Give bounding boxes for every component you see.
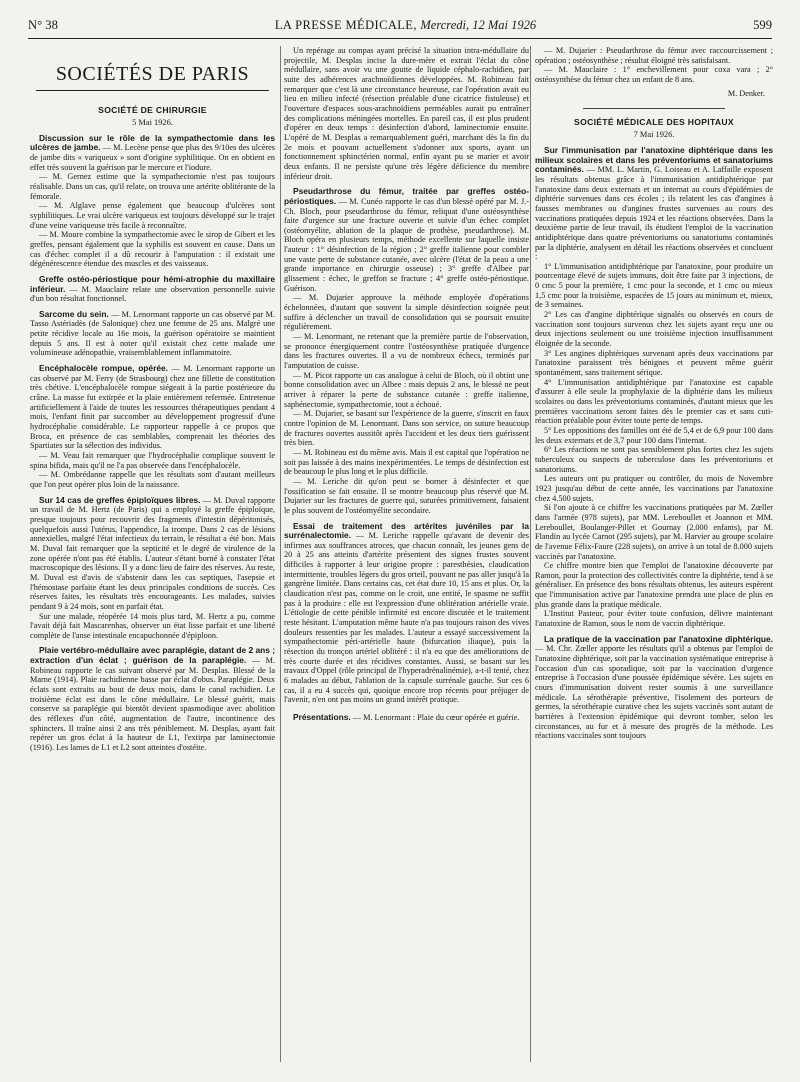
column-2-sections xyxy=(284,187,529,705)
paragraph-text: — M. Leriche rappelle qu'avant de devenir des infirmes aux souffrances atroces, que chacun connaît, les jeunes gens de 20 à 25 ans atteints d'artérite présentent des signes frustes souvent difficiles à rapporter à leur origine propre : paresthésies, claudication intermittente, troubles légers du gros orteil, pouvant ne pas aller jusqu'à la gangrène limitée. Dans certains cas, cet état dure 10, 15 ans et plus. Or, la claudication n'est pas, comme on le croit, une entité, le spasme ne suffit pas à la produire : elle est l'expression d'une oblitération artérielle vraie. L'étiologie de cette pénible infirmité est encore discutée et le traitement reste hésitant. L'amputation même haute n'a pas toujours raison des vives douleurs ressenties par les malades. L'auteur a essayé successivement la sympathectomie péri-artérielle haute (bifurcation iliaque), puis la résection du tronçon artériel oblitéré : il n'a eu que des améliorations de très courte durée et des récidives constantes. Aussi, se basant sur les travaux d'Oppel (rôle principal de l'hyperadrénalinémie), a-t-il tenté, chez 6 malades au début, l'ablation de la capsule surrénale gauche. Sur ces 6 cas, il a eu 4 succès qui, quoique encore trop récents pour préjuger de l'avenir, n'en ont pas moins un grand intérêt pratique. xyxy=(284,531,530,705)
paragraph-text: — M. Robineau rapporte le cas suivant observé par M. Desplas. Blessé de la Marne (1914). Plaie rachidienne basse par éclat d'obus. Paraplégie. Deux éclats sont extraits au bout de deux mois, dans le canal rachidien. Le troisième éclat est dans le cône médullaire. Le blessé guérit, mais conserve sa paraplégie qui bientôt devient spasmodique avec abolition des réflexes d'un côté, augmentation de l'autre, incontinence des sphincters. Il traîne ainsi 2 ans très péniblement. M. Desplas, ayant fait repérer un gros éclat à la hauteur de L1, l'extirpa par laminectomie (1916). Les lames de L1 et L2 sont atteintes d'ostéite. xyxy=(30,656,276,753)
presentations-text: — M. Lenormant : Plaie du cœur opérée et guérie. xyxy=(352,712,520,722)
issue-number: N° 38 xyxy=(28,18,58,32)
article-paragraph xyxy=(284,187,529,293)
paragraph-text: — MM. L. Martin, G. Loiseau et A. Laffaille exposent les résultats obtenus grâce à l'immunisation antidiphtérique par l'anatoxine dans deux externats et un internat au cours d'épidémies de diphtérie survenues dans ces écoles ; ils relatent les cas d'angines à fausses membranes ou d'angines frustes survenues au cours des vaccinations pratiquées depuis 1924 et les réactions observées. Dans la deuxième partie de leur travail, ils étudient l'emploi de la vaccination antidiphtérique dans quatre préventoriums ou sanatoriums contaminés par la diphtérie, analysent en détail les réactions observées et concluent : xyxy=(535,165,773,262)
article-paragraph xyxy=(535,262,773,310)
paragraph-text: 2° Les cas d'angine diphtérique signalés ou observés en cours de vaccination sont toujours survenus chez les sujets ayant reçu une ou deux injections seulement ou une troisième injection insuffisamment éloignée de la seconde. xyxy=(535,310,773,349)
paragraph-text: — M. Ombrédanne rappelle que les résultats sont d'autant meilleurs que l'on peut opérer plus loin de la naissance. xyxy=(30,470,275,489)
header-rule xyxy=(28,38,772,39)
issue-date: Mercredi, 12 Mai 1926 xyxy=(420,18,537,32)
paragraph-text: Sur une malade, réopérée 14 mois plus tard, M. Hertz a pu, comme l'avait déjà fait Mascarenhas, observer un état lisse parfait et une liberté complète de l'anse intestinale encapuchonnée d'épiploon. xyxy=(30,611,275,640)
article-paragraph xyxy=(284,448,529,477)
paragraph-text: — M. Chr. Zœller apporte les résultats qu'il a obtenus par l'emploi de l'anatoxine diphtérique, soit par la vaccination systématique entreprise à l'occasion d'un cas sporadique, soit par la vaccination d'urgence entreprise à l'occasion d'une poussée épidémique sévère. Les sujets en cours d'immunisation doivent rester soumis à une surveillance médicale. La sérothérapie préventive, l'isolement des porteurs de germes, la sérothérapie curative chez les sujets vaccinés sont autant de barrières à l'extension épidémique qui devront tomber, selon les circonstances, au fur et à mesure des progrès de la méthode. Les réactions vaccinales sont toujours xyxy=(535,644,773,741)
section-heading: Greffe ostéo-périostique pour hémi-atrophie du maxillaire inférieur. xyxy=(30,273,275,294)
article-paragraph xyxy=(284,371,529,410)
paragraph-text: — M. Moure combine la sympathectomie avec le sirop de Gibert et les greffes, pensant également que la syphilis est souvent en cause. Dans un cas d'échec complet il a dû recourir à l'amputation : il existait une dégénérescence étendue des muscles et des vaisseaux. xyxy=(30,230,275,269)
section-separator xyxy=(583,108,725,109)
article-paragraph xyxy=(535,146,773,262)
chirurgie-sections xyxy=(30,134,275,753)
paragraph-text: — M. Gernez estime que la sympathectomie n'est pas toujours réalisable. Dans un cas, qu'il relate, on trouva une artérite oblitérante de la fémorale. xyxy=(30,172,275,201)
article-paragraph xyxy=(535,503,773,561)
column-1 xyxy=(30,46,275,753)
article-paragraph xyxy=(30,230,275,269)
article-paragraph xyxy=(284,409,529,448)
article-section xyxy=(535,635,773,741)
paragraph-text: — M. Cunéo rapporte le cas d'un blessé opéré par M. J.-Ch. Bloch, pour pseudarthrose du fémur, reliquat d'une ostéosynthèse faite d'urgence sur une fracture ouverte et suivie d'un échec complet (ostéomyélite, ablation de la plaque de prothèse, pseudarthrose). M. Bloch opéra en plusieurs temps, méthode excellente sur laquelle insiste l'auteur : 1° désinfection de la région ; 2° greffe italienne pour combler une vaste perte de substance cutanée, avec ulcère (l'état de la peau a une grande importance en chirurgie osseuse) ; 3° greffe d'Albee par glissement : échec, le greffon se fracture ; 4° greffe ostéo-périostique. Guérison. xyxy=(284,196,529,293)
paragraph-text: — M. Lenormant rapporte un cas observé par M. Ferry (de Strasbourg) chez une fillette de constitution très chétive. L'encéphalocèle rompue siégeait à la partie postérieure du crâne. La masse fut extirpée et la plaie entièrement refermée. Entretenue artificiellement à l'aide de toutes les ressources thérapeutiques pendant 4 mois, l'enfant finit par succomber au développement progressif d'une hydrocéphalie considérable. Le rapporteur rappelle à ce propos que Broca, en présence de cas semblables, comprenait les théories des Spartiates sur la sélection des individus. xyxy=(30,364,276,451)
article-paragraph xyxy=(284,477,529,516)
section-heading: Sur l'immunisation par l'anatoxine diphtérique dans les milieux scolaires et dans les préventoriums et sanatoriums contaminés. xyxy=(535,144,773,175)
paragraph-text: 6° Les réactions ne sont pas sensiblement plus fortes chez les sujets tuberculeux ou suspects de tuberculose dans les préventoriums et sanatoriums. xyxy=(535,445,773,474)
article-paragraph xyxy=(30,310,275,358)
article-paragraph xyxy=(535,474,773,503)
article-paragraph: — M. Mauclaire : 1° enchevillement pour coxa vara ; 2° ostéosynthèse du fémur chez un enfant de 8 ans. xyxy=(535,65,773,84)
section-heading: Discussion sur le rôle de la sympathectomie dans les ulcères de jambe. xyxy=(30,132,275,153)
paragraph-text: — M. Dujarier, se basant sur l'expérience de la guerre, s'inscrit en faux contre l'opinion de M. Lenormant. Dans son service, on suture beaucoup de fractures ouvertes aussitôt après l'accident et les deux tiers guérissent très bien. xyxy=(284,409,529,448)
author-signature: M. Denker. xyxy=(727,88,765,98)
column-3-top xyxy=(535,46,773,85)
running-title xyxy=(275,18,536,33)
article-section xyxy=(30,310,275,358)
presentations-heading: Présentations. xyxy=(293,711,351,722)
article-paragraph xyxy=(535,609,773,628)
paragraph-text: Si l'on ajoute à ce chiffre les vaccinations pratiquées par M. Zœller dans l'armée (978 sujets), par MM. Lereboullet et Joannon et MM. Lereboullet, Boulanger-Pillet et Gournay (2.000 enfants), par M. Flandin au lycée Carnot (295 sujets), par M. Harvier au groupe scolaire de l'avenue Félix-Faure (228 sujets), on arrive à un total de 8.000 sujets vaccinés par l'anatoxine. xyxy=(535,503,773,561)
paragraph-text: — M. Picot rapporte un cas analogue à celui de Bloch, où il obtint une bonne consolidation avec un Albee : mais depuis 2 ans, le blessé ne peut arriver à réparer la perte de substance cutanée : greffe italienne, saphénectomie, sympathectomie, tout a échoué. xyxy=(284,370,529,409)
paragraph-text: — M. Lenormant rapporte un cas observé par M. Tasso Astériadès (de Salonique) chez une femme de 25 ans. Malgré une petite récidive locale au 16e mois, la guérison opératoire se maintient depuis 5 ans. Il est à noter qu'il existait chez cette malade une volumineuse adénopathie, vraisemblablement inflammatoire. xyxy=(30,309,276,358)
page-number: 599 xyxy=(753,18,772,32)
paragraph-text: Les auteurs ont pu pratiquer ou contrôler, du mois de Novembre 1923 jusqu'au début de cette année, les vaccinations par l'anatoxine chez 4.500 sujets. xyxy=(535,474,773,503)
society-title: SOCIÉTÉ MÉDICALE DES HOPITAUX xyxy=(574,117,734,128)
article-paragraph xyxy=(30,275,275,304)
article-paragraph xyxy=(284,293,529,332)
article-paragraph xyxy=(535,349,773,378)
page-header xyxy=(28,18,772,38)
article-section xyxy=(284,522,529,705)
main-title: SOCIÉTÉS DE PARIS xyxy=(36,46,269,91)
column-divider xyxy=(280,46,281,1062)
article-section xyxy=(30,646,275,752)
paragraph-text: — M. Alglave pense également que beaucoup d'ulcères sont syphilitiques. Le vrai ulcère variqueux est toujours développé sur le trajet d'une veine variqueuse très facile à reconnaître. xyxy=(30,201,275,230)
journal-name: LA PRESSE MÉDICALE, xyxy=(274,18,417,32)
paragraph-text: 4° L'immunisation antidiphtérique par l'anatoxine est capable d'assurer à elle seule la prophylaxie de la diphtérie dans les milieux scolaires ou dans les préventoriums contaminés, d'autant mieux que les premières vaccinations seront faites dès le premier cas et sans cuti-réaction préalable pour éviter toute perte de temps. xyxy=(535,377,773,426)
article-paragraph xyxy=(30,172,275,201)
article-paragraph xyxy=(284,522,529,705)
section-heading: La pratique de la vaccination par l'anatoxine diphtérique. xyxy=(544,633,773,644)
article-paragraph xyxy=(30,646,275,752)
article-paragraph: — M. Dujarier : Pseudarthrose du fémur avec raccourcissement ; opération ; ostéosynthèse ; résultat éloigné très satisfaisant. xyxy=(535,46,773,65)
session-date: 5 Mai 1926. xyxy=(132,118,173,127)
paragraph-text: — M. Leriche dit qu'on peut se borner à désinfecter et que l'ossification se fait ensuite. Il se montre beaucoup plus réservé que M. Dujarier sur les fractures de guerre qui, suturées primitivement, faisaient le plus souvent de l'ostéomyélite secondaire. xyxy=(284,476,529,515)
article-paragraph xyxy=(535,426,773,445)
article-paragraph xyxy=(535,635,773,741)
section-heading: Essai de traitement des artérites juvéniles par la surrénalectomie. xyxy=(284,520,529,541)
article-paragraph xyxy=(535,310,773,349)
paragraph-text: Ce chiffre montre bien que l'emploi de l'anatoxine découverte par Ramon, pour la protection des collectivités contre la diphtérie, tend à se généraliser. En présence des bons résultats obtenus, les auteurs espèrent que l'immunisation active par l'anatoxine prendra une place de plus en plus grande dans la pratique médicale. xyxy=(535,561,773,609)
column-2 xyxy=(284,46,529,723)
paragraph-text: — M. Veau fait remarquer que l'hydrocéphalie complique souvent le spina bifida, mais qu'il ne l'a pas observée dans l'encéphalocèle. xyxy=(30,451,275,470)
continuation-text xyxy=(284,46,529,181)
article-paragraph xyxy=(30,364,275,451)
paragraph-text: — M. Lenormant, ne retenant que la première partie de l'observation, se prononce énergiquement contre l'ostéosynthèse pratiquée d'urgence dans les fractures ouvertes. Il a vu de nombreux échecs, terminés par l'amputation de cuisse. xyxy=(284,332,529,370)
presentations xyxy=(284,713,529,723)
section-heading: Encéphalocèle rompue, opérée. xyxy=(39,363,168,374)
paragraph-text: — M. Duval rapporte un travail de M. Hertz (de Paris) qui a employé la greffe épiploïque, presque toujours pour recouvrir des fragments d'intestin dépéritonisés, quelquefois aussi l'utérus, l'appendice, la trompe. Dans 2 cas de lésions annexielles, malgré l'état infectieux du terrain, le résultat a été bon. Mais M. Duval fait remarquer que la septicité et le degré de virulence de la zone opérée n'ont pas été établis. L'auteur s'étant borné à constater l'état macroscopique des lésions. Il y a donc lieu de faire des réserves. Au reste, M. Duval est d'avis de s'abstenir dans les cas septiques, l'asepsie et l'hémostase parfaite étant les deux principales conditions de succès. Ces réserves faites, les résultats très encourageants. Les malades, suivies pendant 9 à 24 mois, sont en parfait état. xyxy=(30,495,275,611)
column-3 xyxy=(535,46,773,741)
article-paragraph xyxy=(284,332,529,371)
paragraph-text: — M. Dujarier approuve la méthode employée d'opérations échelonnées, d'autant que souvent la simple désinfection soignée peut suffire à déclencher un travail de consolidation qui se poursuit ensuite régulièrement. xyxy=(284,293,529,332)
article-section xyxy=(30,134,275,269)
article-paragraph xyxy=(535,378,773,426)
article-paragraph xyxy=(30,470,275,489)
article-paragraph xyxy=(30,134,275,173)
article-paragraph xyxy=(30,612,275,641)
article-section xyxy=(30,496,275,641)
session-date: 7 Mai 1926. xyxy=(633,130,675,140)
article-section xyxy=(30,364,275,490)
article-section xyxy=(535,146,773,629)
paragraph-text: — M. Mauclaire relate une observation personnelle suivie d'un bon résultat fonctionnel. xyxy=(30,284,275,304)
paragraph-text: — M. Robineau est du même avis. Mais il est capital que l'opération ne soit pas laissée à des mains inexpérimentées. Le temps de désinfection est de beaucoup le plus long et le plus difficile. xyxy=(284,447,529,477)
hopitaux-sections xyxy=(535,146,773,741)
society-title: SOCIÉTÉ DE CHIRURGIE xyxy=(98,105,207,115)
article-paragraph xyxy=(535,445,773,474)
paragraph-text: — M. Lecène pense que plus des 9/10es des ulcères de jambe dits « variqueux » sont d'origine syphilitique. On en obtient en effet très souvent la guérison par le mercure et l'iodure. xyxy=(30,143,276,172)
article-paragraph xyxy=(535,561,773,609)
section-heading: Sur 14 cas de greffes épiploïques libres. xyxy=(39,494,201,505)
column-divider xyxy=(530,46,531,1062)
paragraph-text: 3° Les angines diphtériques survenant après deux vaccinations par l'anatoxine paraissent très bénignes et peuvent même guérir spontanément, sans traitement sérique. xyxy=(535,348,773,378)
article-paragraph: Un repérage au compas ayant précisé la situation intra-médullaire du projectile, M. Desplas incise la dure-mère et extrait l'éclat du cône médullaire, sans avoir vu une goutte de liquide céphalo-rachidien, par suite des adhérences arachnoïdiennes développées. M. Robineau fait remarquer que c'est là une circonstance heureuse, car l'opération avait eu lieu en milieu infecté (résection préalable d'une cicatrice fistuleuse) et l'ouverture d'espaces sous-arachnoïdiens perméables aurait pu entraîner des complications méningées mortelles. En pareil cas, il est plus prudent d'opérer en deux temps : désinfection d'abord, laminectomie ensuite. L'opéré de M. Desplas a remarquablement guéri, marchant dès la fin du 2e mois et pouvant actuellement s'adonner aux sports, ayant un fonctionnement sphinctérien normal, enfin ayant pu se marier et avoir deux enfants. Il ne persiste qu'une très légère déficience du membre inférieur droit. xyxy=(284,46,529,181)
article-section xyxy=(30,275,275,304)
section-heading: Plaie vertébro-médullaire avec paraplégie, datant de 2 ans ; extraction d'un éclat ; guérison de la paraplégie. xyxy=(30,645,275,666)
paragraph-text: 5° Les oppositions des familles ont été de 5,4 et de 6,9 pour 100 dans les deux externats et de 3,7 pour 100 dans l'internat. xyxy=(535,425,773,445)
article-paragraph xyxy=(30,201,275,230)
section-heading: Pseudarthrose du fémur, traitée par greffes ostéo-périostiques. xyxy=(284,186,529,206)
article-paragraph xyxy=(30,496,275,612)
paragraph-text: 1° L'immunisation antidiphtérique par l'anatoxine, pour produire un pourcentage élevé de sujets immuns, doit être faite par 3 injections, de 0 cmc 5 pour la première, 1 cmc pour la seconde, et 1 cmc ou mieux 1,5 cmc pour la troisième, espacées de 15 jours au minimum et, mieux, de 3 semaines. xyxy=(535,261,773,310)
paragraph-text: L'Institut Pasteur, pour éviter toute confusion, délivre maintenant l'anatoxine de Ramon, sous le nom de vaccin diphtérique. xyxy=(535,609,773,629)
section-heading: Sarcome du sein. xyxy=(39,308,109,319)
article-paragraph xyxy=(30,451,275,470)
article-section xyxy=(284,187,529,515)
